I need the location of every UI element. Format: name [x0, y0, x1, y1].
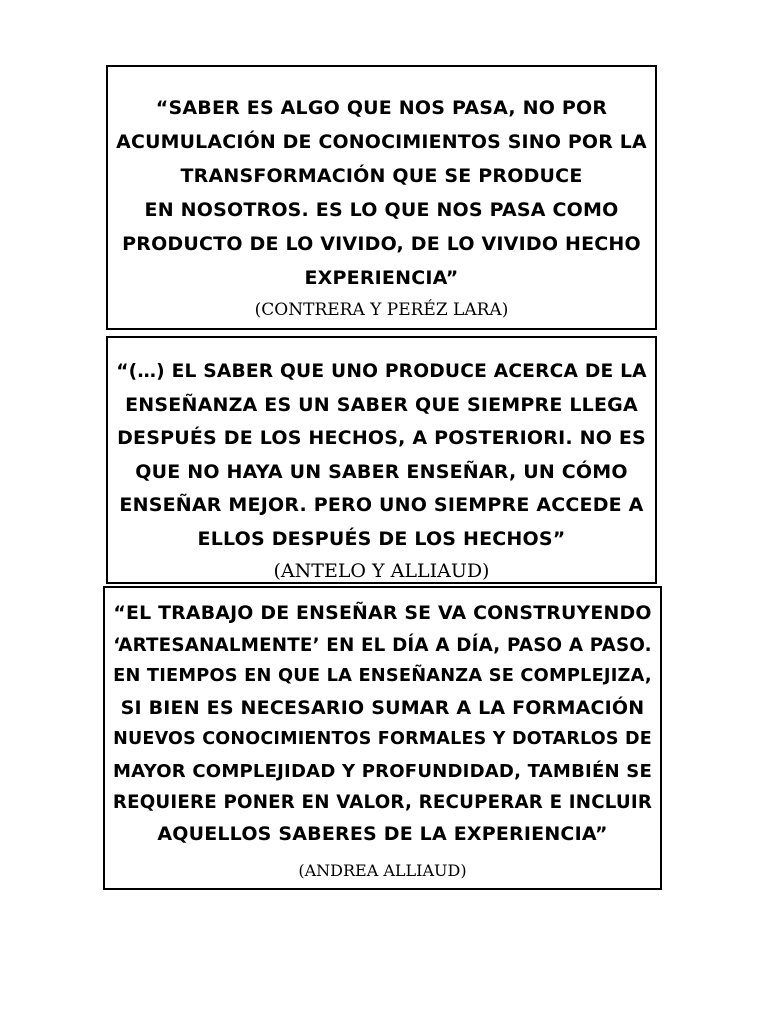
quote-line: ‘ARTESANALMENTE’ EN EL DÍA A DÍA, PASO A PASO.: [113, 634, 652, 656]
quote-line: ENSEÑAR MEJOR. PERO UNO SIEMPRE ACCEDE A: [119, 494, 644, 516]
quote-line: “EL TRABAJO DE ENSEÑAR SE VA CONSTRUYENDO: [113, 602, 652, 624]
quote-line: AQUELLOS SABERES DE LA EXPERIENCIA”: [157, 822, 608, 845]
quote-line: EXPERIENCIA”: [304, 267, 459, 289]
quote-author: (ANTELO Y ALLIAUD): [273, 560, 490, 582]
quote-line: ENSEÑANZA ES UN SABER QUE SIEMPRE LLEGA: [125, 393, 638, 416]
quote-line: MAYOR COMPLEJIDAD Y PROFUNDIDAD, TAMBIÉN SE: [113, 760, 652, 782]
quote-line: EN TIEMPOS EN QUE LA ENSEÑANZA SE COMPLEJIZA,: [113, 666, 652, 686]
quote-line: NUEVOS CONOCIMIENTOS FORMALES Y DOTARLOS DE: [113, 729, 652, 749]
quote-line: DESPUÉS DE LOS HECHOS, A POSTERIORI. NO ES: [117, 427, 646, 449]
quote-line: REQUIERE PONER EN VALOR, RECUPERAR E INCLUIR: [112, 792, 653, 813]
quote-line: SI BIEN ES NECESARIO SUMAR A LA FORMACIÓN: [120, 696, 645, 719]
quote-line: “SABER ES ALGO QUE NOS PASA, NO POR: [155, 97, 608, 119]
quote-line: ELLOS DESPUÉS DE LOS HECHOS”: [197, 527, 566, 550]
quote-line: PRODUCTO DE LO VIVIDO, DE LO VIVIDO HECHO: [122, 233, 641, 255]
quote-author: (ANDREA ALLIAUD): [298, 861, 467, 880]
quote-card-andrea-alliaud: [103, 586, 662, 890]
quote-author: (CONTRERA Y PERÉZ LARA): [254, 300, 509, 320]
quote-card-antelo-alliaud: [106, 336, 657, 584]
quote-card-contrera: [106, 65, 657, 330]
quote-line: TRANSFORMACIÓN QUE SE PRODUCE: [180, 165, 583, 187]
quote-line: ACUMULACIÓN DE CONOCIMIENTOS SINO POR LA: [116, 131, 647, 153]
quote-line: QUE NO HAYA UN SABER ENSEÑAR, UN CÓMO: [135, 460, 628, 483]
quote-line: “(…) EL SABER QUE UNO PRODUCE ACERCA DE LA: [116, 361, 647, 382]
quote-line: EN NOSOTROS. ES LO QUE NOS PASA COMO: [144, 199, 619, 221]
